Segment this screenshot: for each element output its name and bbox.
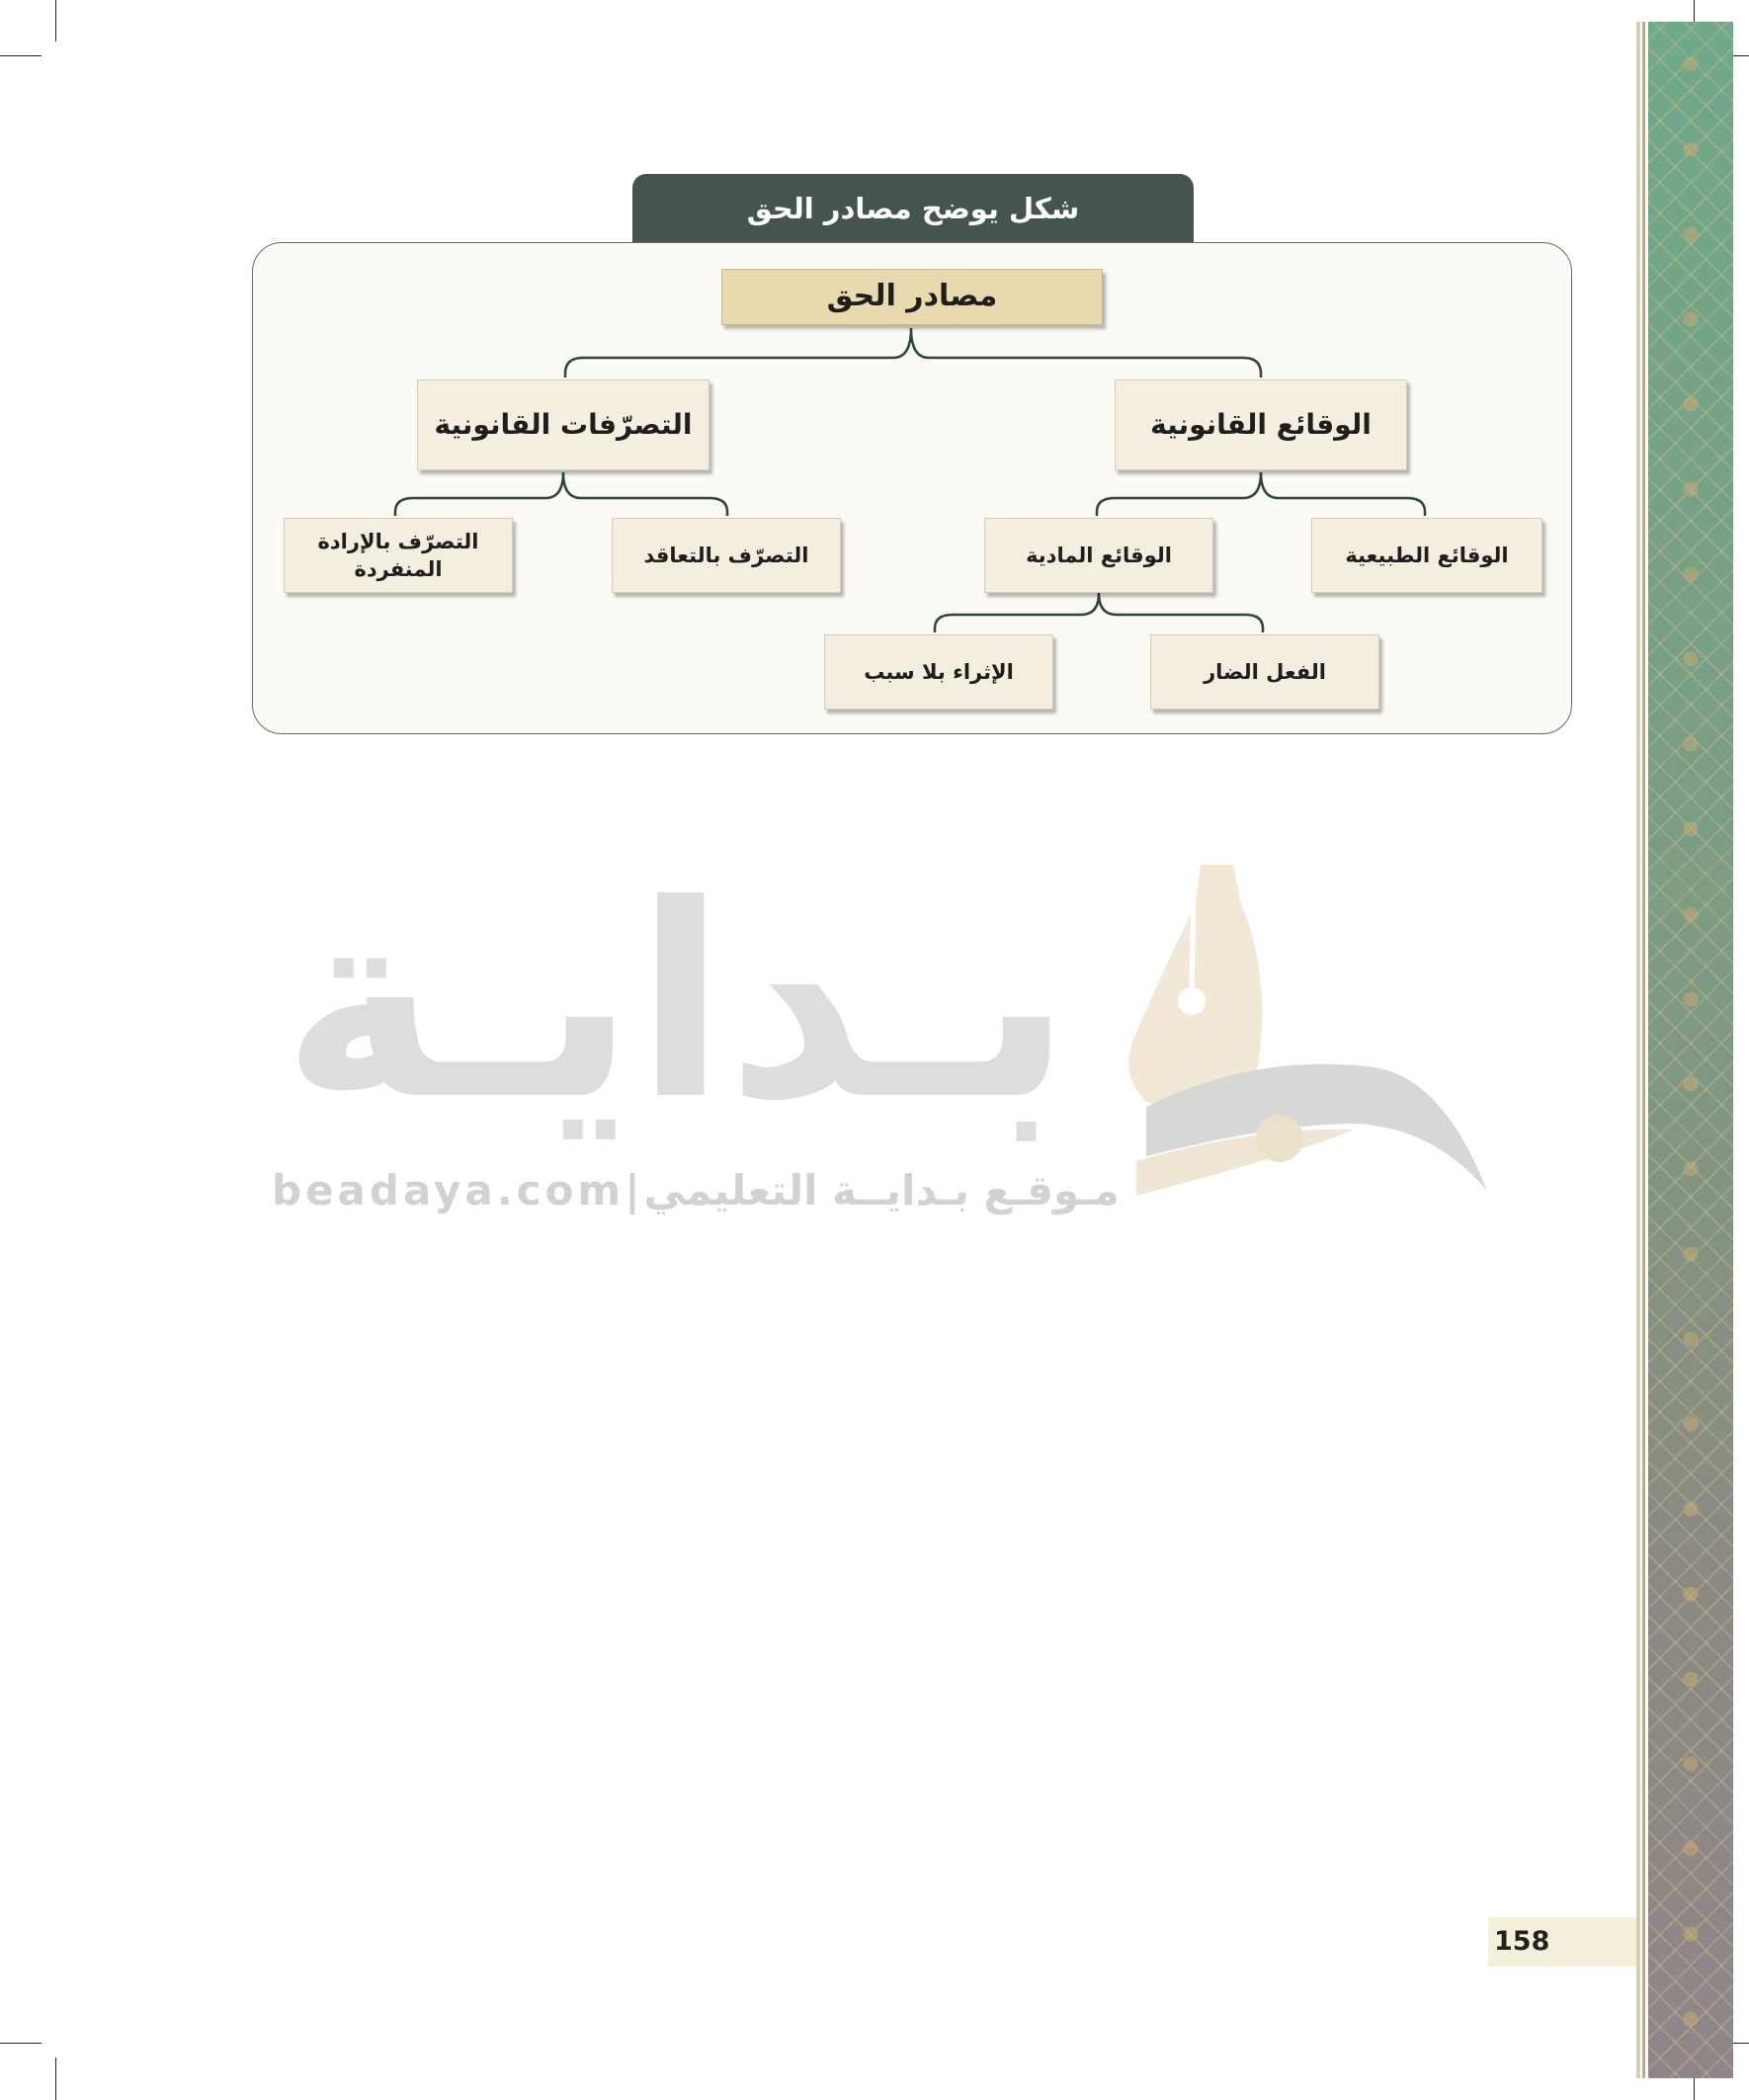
node-material-facts: الوقائع المادية bbox=[984, 518, 1213, 593]
watermark-separator: | bbox=[625, 1165, 644, 1215]
node-unjust-enrichment: الإثراء بلا سبب bbox=[824, 634, 1053, 710]
node-natural-facts: الوقائع الطبيعية bbox=[1311, 518, 1542, 593]
pen-nib-logo bbox=[1107, 865, 1492, 1201]
node-legal-facts: الوقائع القانونية bbox=[1115, 379, 1407, 470]
node-root: مصادر الحق bbox=[721, 269, 1103, 325]
figure-caption: شكل يوضح مصادر الحق bbox=[632, 174, 1194, 243]
node-unilateral-will: التصرّف بالإرادة المنفردة bbox=[284, 518, 513, 593]
node-legal-acts: التصرّفات القانونية bbox=[417, 379, 709, 470]
watermark-url: beadaya.com bbox=[272, 1165, 625, 1215]
connector-material-facts bbox=[935, 593, 1263, 632]
node-contracting: التصرّف بالتعاقد bbox=[612, 518, 841, 593]
page-number: 158 bbox=[1494, 1926, 1550, 1957]
connector-right-branch bbox=[1097, 472, 1425, 516]
connector-root bbox=[565, 328, 1261, 378]
connector-left-branch bbox=[395, 472, 727, 516]
node-harmful-act: الفعل الضار bbox=[1150, 634, 1379, 710]
watermark-text: بـدايـة bbox=[282, 847, 1072, 1158]
watermark-site-name: مـوقـع بـدايــة التعليمي bbox=[643, 1165, 1120, 1215]
watermark-subtitle bbox=[272, 1164, 1120, 1216]
